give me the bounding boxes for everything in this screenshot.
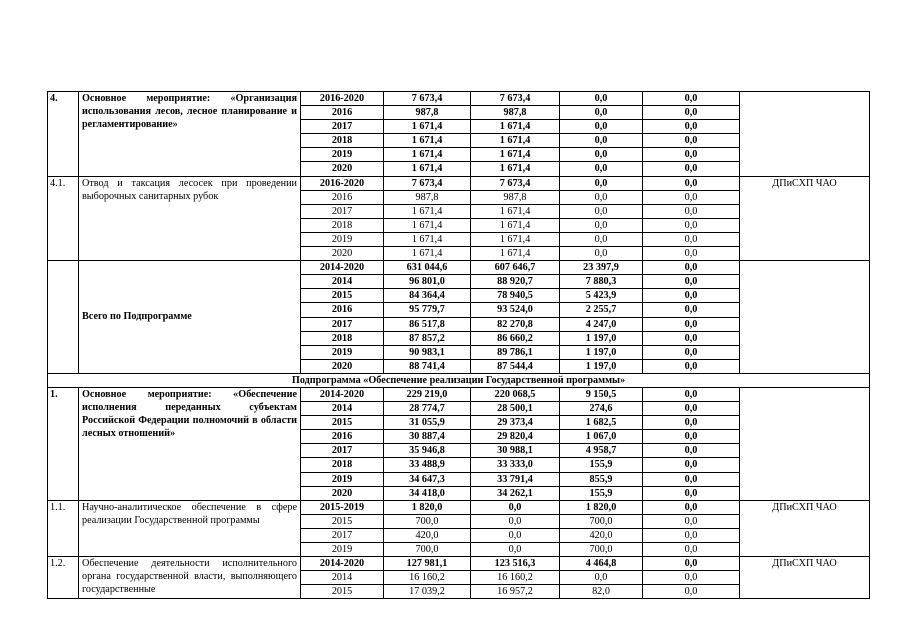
regional-budget-cell: 0,0 [560,176,643,190]
federal-budget-cell: 1 671,4 [471,247,560,261]
period-cell: 2016 [301,430,384,444]
period-cell: 2017 [301,444,384,458]
other-sources-cell: 0,0 [643,528,740,542]
regional-budget-cell: 0,0 [560,247,643,261]
federal-budget-cell: 89 786,1 [471,345,560,359]
federal-budget-cell: 28 500,1 [471,402,560,416]
total-cell: 30 887,4 [384,430,471,444]
regional-budget-cell: 1 197,0 [560,345,643,359]
item-description: Основное мероприятие: «Организация использования лесов, лесное планирование и регламентирование» [79,92,301,177]
period-cell: 2019 [301,345,384,359]
regional-budget-cell: 0,0 [560,148,643,162]
other-sources-cell: 0,0 [643,486,740,500]
period-cell: 2019 [301,232,384,246]
period-cell: 2015 [301,289,384,303]
period-cell: 2019 [301,148,384,162]
regional-budget-cell: 155,9 [560,458,643,472]
item-index: 4. [48,92,79,177]
total-cell: 1 671,4 [384,204,471,218]
item-index: 1.2. [48,557,79,599]
total-cell: 16 160,2 [384,571,471,585]
regional-budget-cell: 855,9 [560,472,643,486]
total-cell: 96 801,0 [384,275,471,289]
period-cell: 2014 [301,275,384,289]
total-cell: 86 517,8 [384,317,471,331]
period-cell: 2018 [301,218,384,232]
regional-budget-cell: 0,0 [560,134,643,148]
regional-budget-cell: 700,0 [560,543,643,557]
period-cell: 2020 [301,247,384,261]
regional-budget-cell: 7 880,3 [560,275,643,289]
regional-budget-cell: 4 464,8 [560,557,643,571]
table-row [48,557,870,571]
total-cell: 17 039,2 [384,585,471,599]
regional-budget-cell: 0,0 [560,232,643,246]
period-cell: 2014 [301,402,384,416]
other-sources-cell: 0,0 [643,472,740,486]
other-sources-cell: 0,0 [643,345,740,359]
regional-budget-cell: 0,0 [560,106,643,120]
federal-budget-cell: 87 544,4 [471,359,560,373]
period-cell: 2014-2020 [301,261,384,275]
total-cell: 1 671,4 [384,218,471,232]
other-sources-cell: 0,0 [643,204,740,218]
regional-budget-cell: 82,0 [560,585,643,599]
period-cell: 2017 [301,204,384,218]
total-cell: 90 983,1 [384,345,471,359]
regional-budget-cell: 0,0 [560,190,643,204]
total-cell: 1 671,4 [384,232,471,246]
federal-budget-cell: 34 262,1 [471,486,560,500]
federal-budget-cell: 16 160,2 [471,571,560,585]
section-header-row [48,373,870,387]
federal-budget-cell: 1 671,4 [471,120,560,134]
total-cell: 31 055,9 [384,416,471,430]
total-cell: 87 857,2 [384,331,471,345]
executor-cell: ДПиСХП ЧАО [740,176,870,261]
total-cell: 28 774,7 [384,402,471,416]
other-sources-cell: 0,0 [643,303,740,317]
table-row [48,387,870,401]
other-sources-cell: 0,0 [643,218,740,232]
other-sources-cell: 0,0 [643,120,740,134]
total-cell: 7 673,4 [384,92,471,106]
item-description: Всего по Подпрограмме [79,261,301,374]
total-cell: 35 946,8 [384,444,471,458]
other-sources-cell: 0,0 [643,190,740,204]
federal-budget-cell: 1 671,4 [471,232,560,246]
total-cell: 95 779,7 [384,303,471,317]
regional-budget-cell: 1 067,0 [560,430,643,444]
regional-budget-cell: 4 247,0 [560,317,643,331]
federal-budget-cell: 82 270,8 [471,317,560,331]
regional-budget-cell: 0,0 [560,218,643,232]
total-cell: 1 671,4 [384,134,471,148]
period-cell: 2020 [301,162,384,176]
total-cell: 7 673,4 [384,176,471,190]
period-cell: 2017 [301,120,384,134]
period-cell: 2016-2020 [301,92,384,106]
regional-budget-cell: 9 150,5 [560,387,643,401]
federal-budget-cell: 33 791,4 [471,472,560,486]
regional-budget-cell: 0,0 [560,204,643,218]
total-cell: 34 647,3 [384,472,471,486]
total-cell: 700,0 [384,514,471,528]
table-row [48,500,870,514]
period-cell: 2018 [301,134,384,148]
other-sources-cell: 0,0 [643,458,740,472]
other-sources-cell: 0,0 [643,232,740,246]
total-cell: 229 219,0 [384,387,471,401]
period-cell: 2017 [301,528,384,542]
regional-budget-cell: 1 682,5 [560,416,643,430]
period-cell: 2014-2020 [301,387,384,401]
regional-budget-cell: 0,0 [560,571,643,585]
period-cell: 2014 [301,571,384,585]
other-sources-cell: 0,0 [643,148,740,162]
total-cell: 1 671,4 [384,247,471,261]
item-description: Обеспечение деятельности исполнительного органа государственной власти, выполняющего государственные [79,557,301,599]
regional-budget-cell: 4 958,7 [560,444,643,458]
total-cell: 33 488,9 [384,458,471,472]
federal-budget-cell: 29 373,4 [471,416,560,430]
period-cell: 2015-2019 [301,500,384,514]
item-description: Научно-аналитическое обеспечение в сфере реализации Государственной программы [79,500,301,556]
total-cell: 127 981,1 [384,557,471,571]
regional-budget-cell: 1 197,0 [560,359,643,373]
budget-table [47,91,870,599]
federal-budget-cell: 30 988,1 [471,444,560,458]
other-sources-cell: 0,0 [643,331,740,345]
federal-budget-cell: 1 671,4 [471,204,560,218]
other-sources-cell: 0,0 [643,247,740,261]
other-sources-cell: 0,0 [643,289,740,303]
period-cell: 2020 [301,359,384,373]
regional-budget-cell: 0,0 [560,162,643,176]
regional-budget-cell: 274,6 [560,402,643,416]
item-index [48,261,79,374]
regional-budget-cell: 1 197,0 [560,331,643,345]
other-sources-cell: 0,0 [643,543,740,557]
other-sources-cell: 0,0 [643,514,740,528]
total-cell: 700,0 [384,543,471,557]
period-cell: 2019 [301,472,384,486]
federal-budget-cell: 29 820,4 [471,430,560,444]
total-cell: 1 671,4 [384,148,471,162]
period-cell: 2015 [301,416,384,430]
item-description: Основное мероприятие: «Обеспечение исполнения переданных субъектам Российской Федерации полномочий в области лесных отношений» [79,387,301,500]
other-sources-cell: 0,0 [643,585,740,599]
other-sources-cell: 0,0 [643,261,740,275]
regional-budget-cell: 5 423,9 [560,289,643,303]
other-sources-cell: 0,0 [643,402,740,416]
federal-budget-cell: 93 524,0 [471,303,560,317]
other-sources-cell: 0,0 [643,275,740,289]
executor-cell [740,261,870,374]
period-cell: 2016-2020 [301,176,384,190]
period-cell: 2020 [301,486,384,500]
item-description: Отвод и таксация лесосек при проведении выборочных санитарных рубок [79,176,301,261]
other-sources-cell: 0,0 [643,92,740,106]
total-cell: 987,8 [384,106,471,120]
federal-budget-cell: 987,8 [471,190,560,204]
item-index: 4.1. [48,176,79,261]
federal-budget-cell: 33 333,0 [471,458,560,472]
other-sources-cell: 0,0 [643,359,740,373]
regional-budget-cell: 420,0 [560,528,643,542]
table-row [48,176,870,190]
federal-budget-cell: 607 646,7 [471,261,560,275]
total-cell: 1 671,4 [384,120,471,134]
total-cell: 88 741,4 [384,359,471,373]
federal-budget-cell: 220 068,5 [471,387,560,401]
other-sources-cell: 0,0 [643,500,740,514]
federal-budget-cell: 123 516,3 [471,557,560,571]
federal-budget-cell: 1 671,4 [471,218,560,232]
total-cell: 987,8 [384,190,471,204]
other-sources-cell: 0,0 [643,162,740,176]
other-sources-cell: 0,0 [643,557,740,571]
other-sources-cell: 0,0 [643,106,740,120]
federal-budget-cell: 1 671,4 [471,148,560,162]
item-index: 1. [48,387,79,500]
period-cell: 2019 [301,543,384,557]
regional-budget-cell: 23 397,9 [560,261,643,275]
regional-budget-cell: 700,0 [560,514,643,528]
regional-budget-cell: 0,0 [560,92,643,106]
period-cell: 2016 [301,303,384,317]
regional-budget-cell: 2 255,7 [560,303,643,317]
federal-budget-cell: 7 673,4 [471,176,560,190]
other-sources-cell: 0,0 [643,134,740,148]
regional-budget-cell: 0,0 [560,120,643,134]
other-sources-cell: 0,0 [643,416,740,430]
federal-budget-cell: 1 671,4 [471,134,560,148]
federal-budget-cell: 0,0 [471,543,560,557]
total-cell: 84 364,4 [384,289,471,303]
federal-budget-cell: 78 940,5 [471,289,560,303]
executor-cell: ДПиСХП ЧАО [740,557,870,599]
other-sources-cell: 0,0 [643,571,740,585]
federal-budget-cell: 88 920,7 [471,275,560,289]
executor-cell [740,387,870,500]
federal-budget-cell: 987,8 [471,106,560,120]
period-cell: 2016 [301,106,384,120]
federal-budget-cell: 7 673,4 [471,92,560,106]
regional-budget-cell: 155,9 [560,486,643,500]
executor-cell: ДПиСХП ЧАО [740,500,870,556]
federal-budget-cell: 0,0 [471,514,560,528]
total-cell: 631 044,6 [384,261,471,275]
federal-budget-cell: 1 671,4 [471,162,560,176]
executor-cell [740,92,870,177]
period-cell: 2017 [301,317,384,331]
other-sources-cell: 0,0 [643,387,740,401]
item-index: 1.1. [48,500,79,556]
federal-budget-cell: 0,0 [471,528,560,542]
federal-budget-cell: 0,0 [471,500,560,514]
period-cell: 2015 [301,514,384,528]
total-cell: 1 671,4 [384,162,471,176]
total-cell: 420,0 [384,528,471,542]
other-sources-cell: 0,0 [643,176,740,190]
total-cell: 1 820,0 [384,500,471,514]
period-cell: 2016 [301,190,384,204]
table-row [48,92,870,106]
period-cell: 2018 [301,331,384,345]
other-sources-cell: 0,0 [643,317,740,331]
total-cell: 34 418,0 [384,486,471,500]
period-cell: 2014-2020 [301,557,384,571]
regional-budget-cell: 1 820,0 [560,500,643,514]
other-sources-cell: 0,0 [643,430,740,444]
period-cell: 2018 [301,458,384,472]
federal-budget-cell: 16 957,2 [471,585,560,599]
table-row [48,261,870,275]
period-cell: 2015 [301,585,384,599]
section-title: Подпрограмма «Обеспечение реализации Государственной программы» [48,373,870,387]
federal-budget-cell: 86 660,2 [471,331,560,345]
other-sources-cell: 0,0 [643,444,740,458]
